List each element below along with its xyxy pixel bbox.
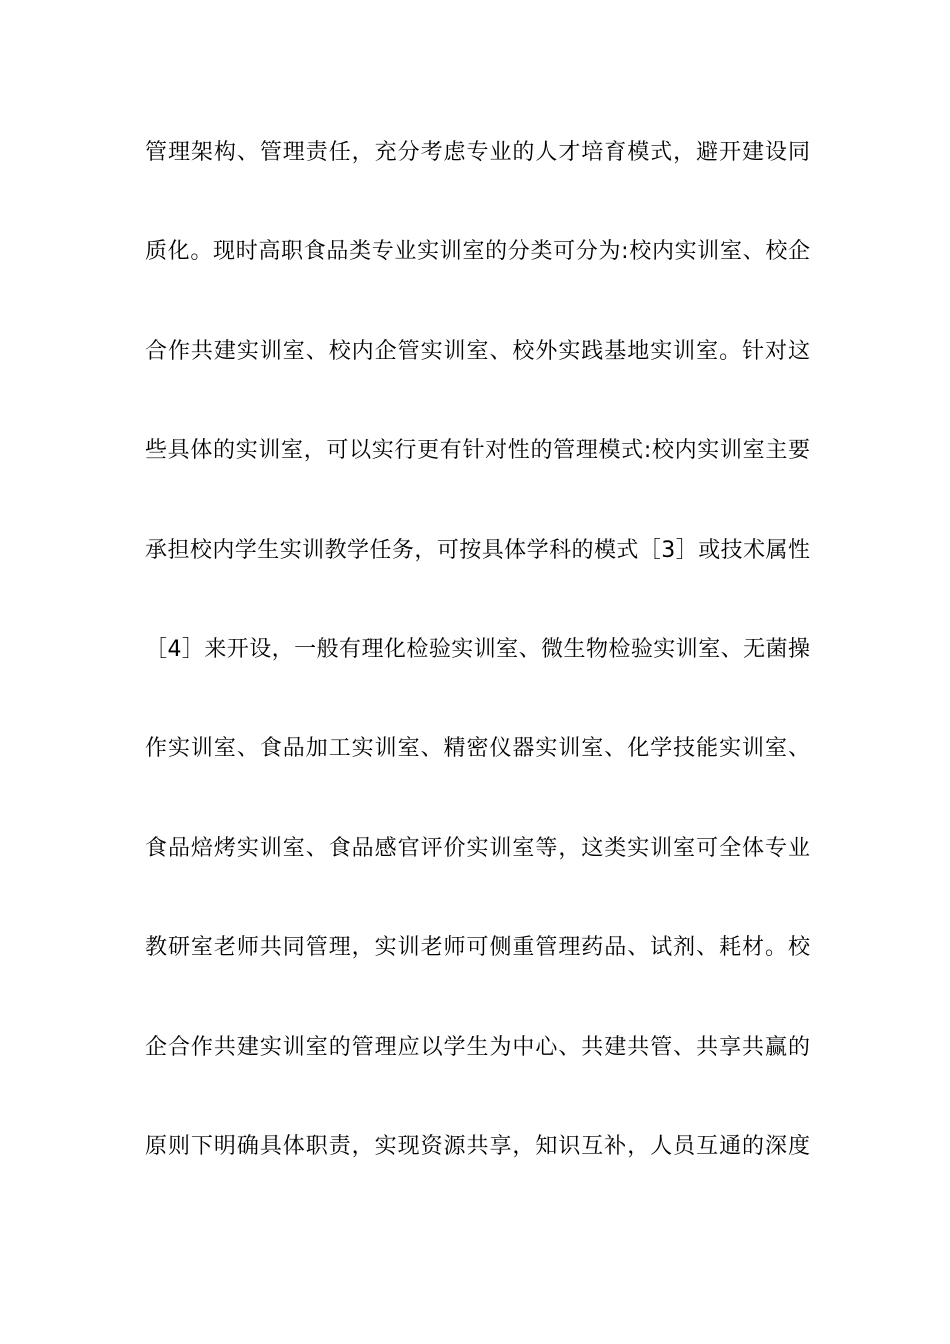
paragraph-line-3: 合作共建实训室、校内企管实训室、校外实践基地实训室。针对这: [145, 339, 810, 364]
paragraph-line-4: 些具体的实训室，可以实行更有针对性的管理模式:校内实训室主要: [145, 438, 810, 463]
paragraph-line-11: 原则下明确具体职责，实现资源共享，知识互补，人员互通的深度: [145, 1134, 810, 1159]
paragraph-line-10: 企合作共建实训室的管理应以学生为中心、共建共管、共享共赢的: [145, 1035, 810, 1060]
paragraph-line-5: 承担校内学生实训教学任务，可按具体学科的模式［3］或技术属性: [145, 538, 810, 563]
paragraph-line-8: 食品焙烤实训室、食品感官评价实训室等，这类实训室可全体专业: [145, 836, 810, 861]
paragraph-line-1: 管理架构、管理责任，充分考虑专业的人才培育模式，避开建设同: [145, 140, 810, 165]
paragraph-line-9: 教研室老师共同管理，实训老师可侧重管理药品、试剂、耗材。校: [145, 935, 810, 960]
paragraph-line-7: 作实训室、食品加工实训室、精密仪器实训室、化学技能实训室、: [145, 736, 810, 761]
paragraph-line-2: 质化。现时高职食品类专业实训室的分类可分为:校内实训室、校企: [145, 239, 810, 264]
paragraph-line-6: ［4］来开设，一般有理化检验实训室、微生物检验实训室、无菌操: [145, 637, 810, 662]
